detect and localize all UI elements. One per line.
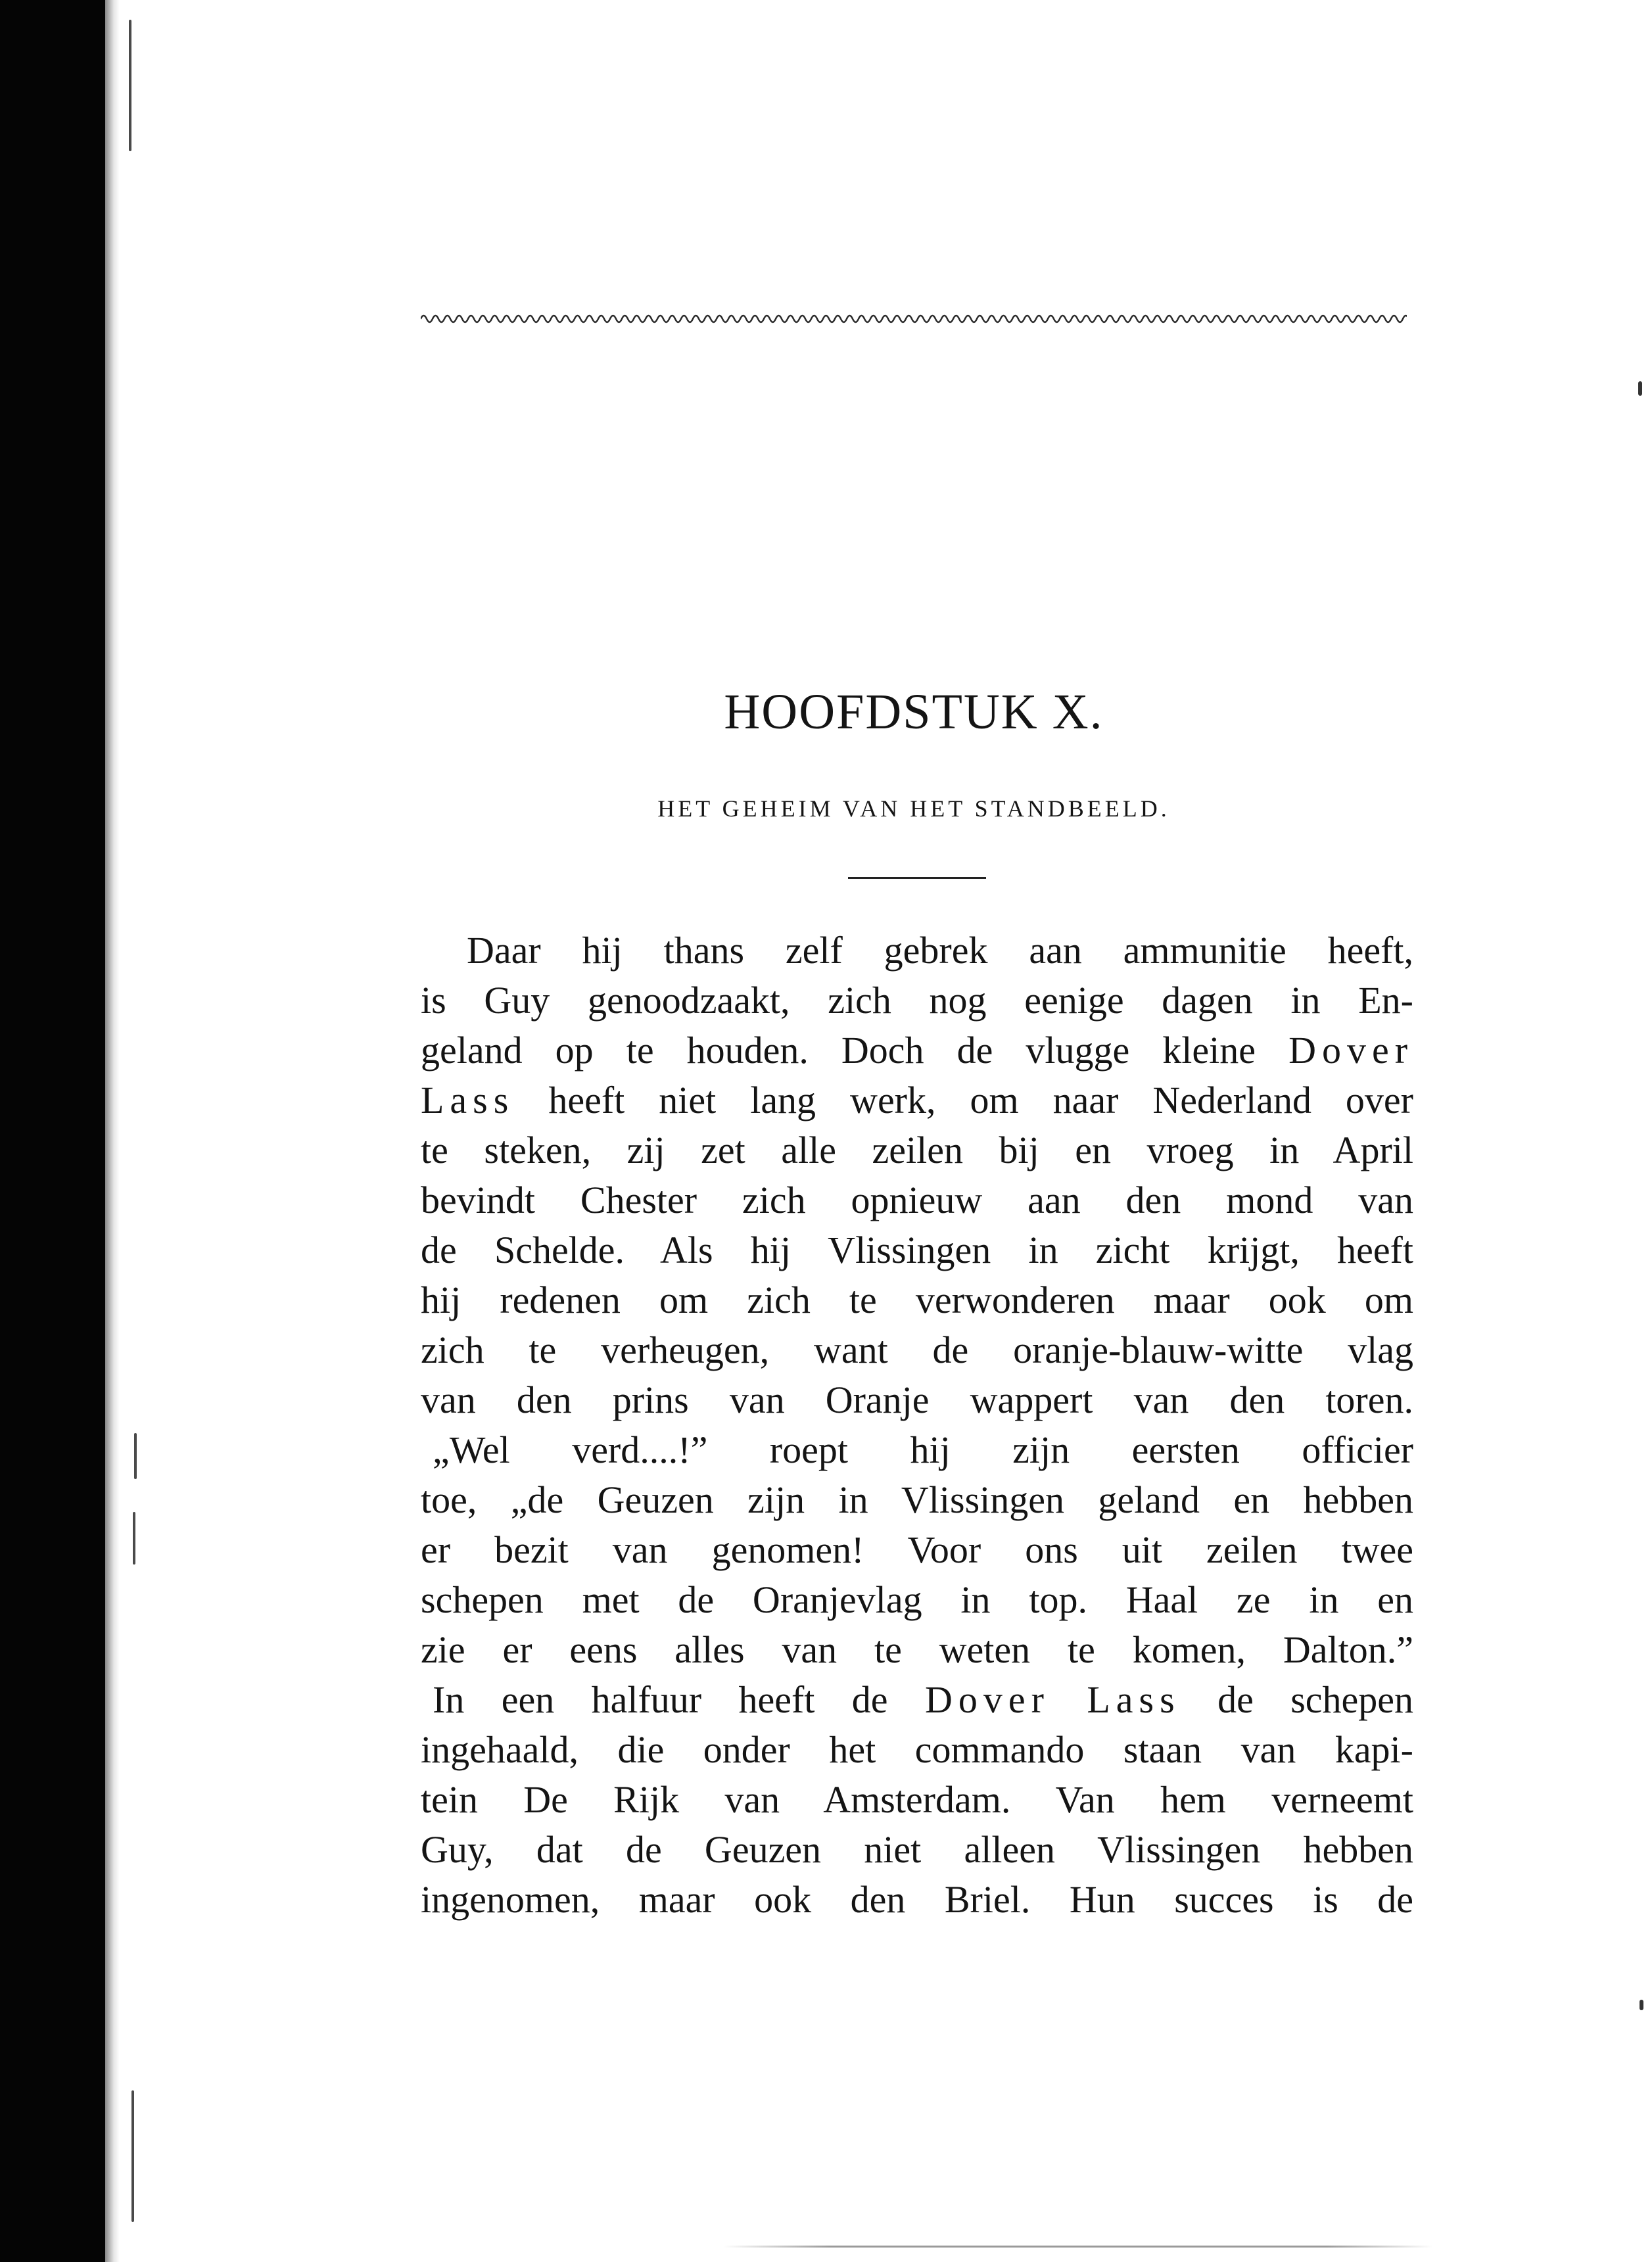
text-line: „Wel verd....!” roept hij zijn eersten officier <box>433 1428 1413 1471</box>
text-line: toe, „de Geuzen zijn in Vlissingen geland en hebben <box>421 1478 1413 1521</box>
scan-artifact <box>131 2090 134 2222</box>
text-line: Guy, dat de Geuzen niet alleen Vlissingen hebben <box>421 1828 1413 1871</box>
scan-artifact <box>723 2246 1433 2248</box>
scan-artifact <box>134 1433 137 1479</box>
text-line: hij redenen om zich te verwonderen maar ook om <box>421 1279 1413 1321</box>
scan-artifact <box>1640 2000 1643 2010</box>
chapter-heading: HOOFDSTUK X. <box>724 684 1104 740</box>
wavy-ornament-rule <box>421 309 1407 329</box>
text-line: tein De Rijk van Amsterdam. Van hem verneemt <box>421 1778 1413 1821</box>
chapter-subtitle: HET GEHEIM VAN HET STANDBEELD. <box>657 795 1170 822</box>
book-binding-edge <box>0 0 105 2262</box>
ship-name: Dover <box>924 1678 1050 1721</box>
scan-artifact <box>133 1512 135 1565</box>
ship-name: Lass <box>1087 1678 1181 1721</box>
text-line: In een halfuur heeft de Dover Lass de schepen <box>433 1678 1414 1721</box>
text-line: ingenomen, maar ook den Briel. Hun succes is de <box>421 1878 1413 1921</box>
text-line: ingehaald, die onder het commando staan van kapi- <box>421 1728 1413 1771</box>
text-line: er bezit van genomen! Voor ons uit zeilen twee <box>421 1528 1413 1571</box>
title-divider <box>848 877 986 879</box>
scan-artifact <box>1638 381 1642 396</box>
text-line: zie er eens alles van te weten te komen, Dalton.” <box>421 1628 1413 1671</box>
text-line: geland op te houden. Doch de vlugge kleine Dover <box>421 1029 1414 1072</box>
text-line: de Schelde. Als hij Vlissingen in zicht krijgt, heeft <box>421 1229 1413 1271</box>
text-line: Daar hij thans zelf gebrek aan ammunitie heeft, <box>467 929 1413 972</box>
scan-artifact <box>129 20 131 151</box>
text-line: schepen met de Oranjevlag in top. Haal ze in en <box>421 1578 1413 1621</box>
text-line: is Guy genoodzaakt, zich nog eenige dagen in En- <box>421 979 1413 1022</box>
ship-name: Lass <box>421 1079 515 1121</box>
ship-name: Dover <box>1288 1029 1414 1072</box>
text-line: zich te verheugen, want de oranje-blauw-witte vlag <box>421 1329 1413 1371</box>
text-line: te steken, zij zet alle zeilen bij en vroeg in April <box>421 1129 1413 1171</box>
text-line: Lass heeft niet lang werk, om naar Nederland over <box>421 1079 1413 1121</box>
chapter-body <box>421 926 1413 1925</box>
text-line: van den prins van Oranje wappert van den toren. <box>421 1378 1413 1421</box>
text-line: bevindt Chester zich opnieuw aan den mond van <box>421 1179 1413 1221</box>
